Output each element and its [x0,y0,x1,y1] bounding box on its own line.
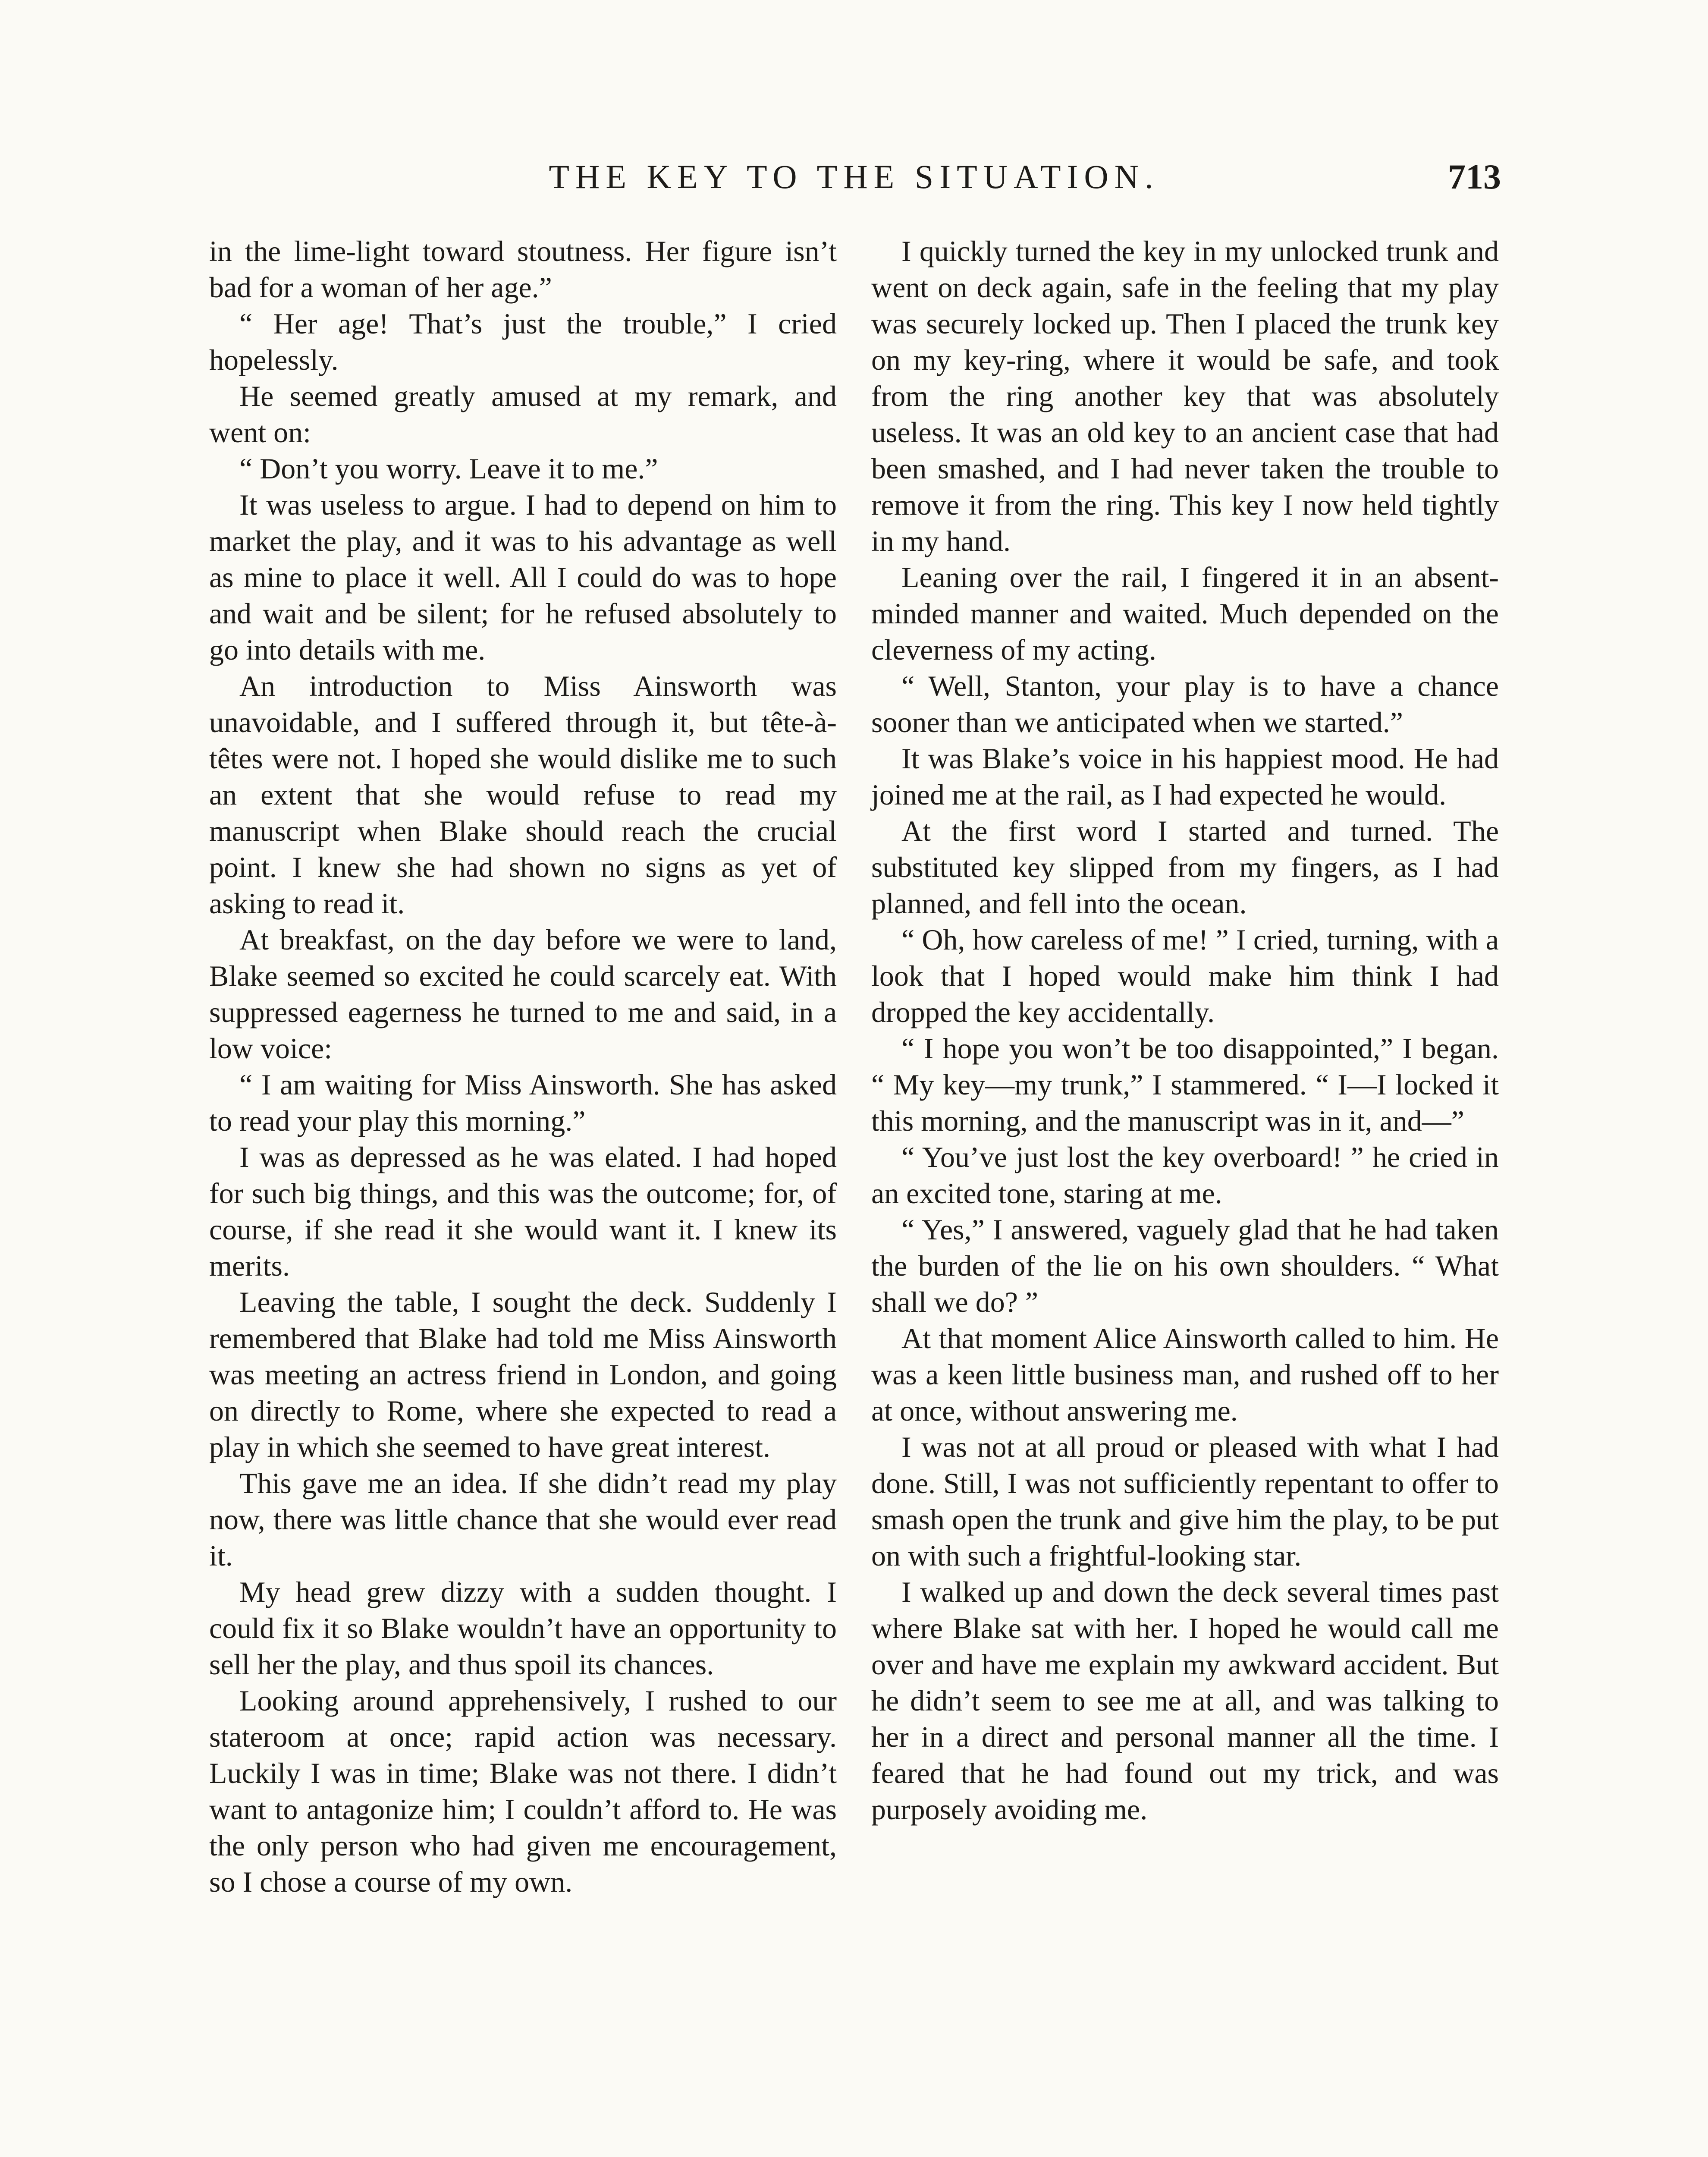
paragraph: At the first word I started and turned. The substituted key slipped from my fingers, as I had planned, and fell into the ocean. [871,814,1499,920]
paragraph: “ Oh, how careless of me! ” I cried, turning, with a look that I hoped would make him think I had dropped the key accidentally. [871,923,1499,1028]
paragraph: Leaving the table, I sought the deck. Suddenly I remembered that Blake had told me Miss Ainsworth was meeting an actress friend in London, and going on directly to Rome, where she expected to read a play in which she seemed to have great interest. [209,1286,837,1463]
paragraph: I quickly turned the key in my unlocked trunk and went on deck again, safe in the feeling that my play was securely locked up. Then I placed the trunk key on my key-ring, where it would be safe, and took from the ring another key that was absolutely useless. It was an old key to an ancient case that had been smashed, and I had never taken the trouble to remove it from the ring. This key I now held tightly in my hand. [871,235,1499,557]
paragraph: “ Yes,” I answered, vaguely glad that he had taken the burden of the lie on his own shoulders. “ What shall we do? ” [871,1213,1499,1318]
paragraph: “ I hope you won’t be too disappointed,” I began. “ My key—my trunk,” I stammered. “ I—I locked it this morning, and the manuscript was in it, and—” [871,1032,1499,1137]
paragraph: “ I am waiting for Miss Ainsworth. She has asked to read your play this morning.” [209,1068,837,1137]
running-header [207,153,1501,201]
paragraph: in the lime-light toward stoutness. Her figure isn’t bad for a woman of her age.” [209,235,837,304]
paragraph: Looking around apprehensively, I rushed to our stateroom at once; rapid action was necessary. Luckily I was in time; Blake was not there. I didn’t want to antagonize him; I couldn’t afford to. He was the only person who had given me encouragement, so I chose a course of my own. [209,1684,837,1898]
paragraph: At breakfast, on the day before we were to land, Blake seemed so excited he could scarcely eat. With suppressed eagerness he turned to me and said, in a low voice: [209,923,837,1065]
paragraph: He seemed greatly amused at my remark, and went on: [209,380,837,449]
paragraph: Leaning over the rail, I fingered it in an absent-minded manner and waited. Much depended on the cleverness of my acting. [871,561,1499,666]
paragraph: This gave me an idea. If she didn’t read my play now, there was little chance that she would ever read it. [209,1467,837,1572]
paragraph: I walked up and down the deck several times past where Blake sat with her. I hoped he would call me over and have me explain my awkward accident. But he didn’t seem to see me at all, and was talking to her in a direct and personal manner all the time. I feared that he had found out my trick, and was purposely avoiding me. [871,1575,1499,1826]
paragraph: It was Blake’s voice in his happiest mood. He had joined me at the rail, as I had expected he would. [871,742,1499,811]
right-column [871,233,1499,1827]
paragraph: I was not at all proud or pleased with what I had done. Still, I was not sufficiently repentant to offer to smash open the trunk and give him the play, to be put on with such a frightful-looking star. [871,1431,1499,1572]
paragraph: “ You’ve just lost the key overboard! ” he cried in an excited tone, staring at me. [871,1141,1499,1210]
paragraph: An introduction to Miss Ainsworth was unavoidable, and I suffered through it, but tête-à-têtes were not. I hoped she would dislike me to such an extent that she would refuse to read my manuscript when Blake should reach the crucial point. I knew she had shown no signs as yet of asking to read it. [209,670,837,920]
paragraph: At that moment Alice Ainsworth called to him. He was a keen little business man, and rushed off to her at once, without answering me. [871,1322,1499,1427]
paragraph: I was as depressed as he was elated. I had hoped for such big things, and this was the outcome; for, of course, if she read it she would want it. I knew its merits. [209,1141,837,1282]
paragraph: “ Well, Stanton, your play is to have a chance sooner than we anticipated when we started.” [871,670,1499,739]
running-title: THE KEY TO THE SITUATION. [549,158,1159,195]
paragraph: “ Don’t you worry. Leave it to me.” [239,452,658,485]
paragraph: My head grew dizzy with a sudden thought. I could fix it so Blake wouldn’t have an opportunity to sell her the play, and thus spoil its chances. [209,1575,837,1681]
left-column [209,233,837,1900]
page-number: 713 [1448,157,1501,196]
paragraph: “ Her age! That’s just the trouble,” I cried hopelessly. [209,307,837,376]
paragraph: It was useless to argue. I had to depend on him to market the play, and it was to his advantage as well as mine to place it well. All I could do was to hope and wait and be silent; for he refused absolutely to go into details with me. [209,488,837,666]
